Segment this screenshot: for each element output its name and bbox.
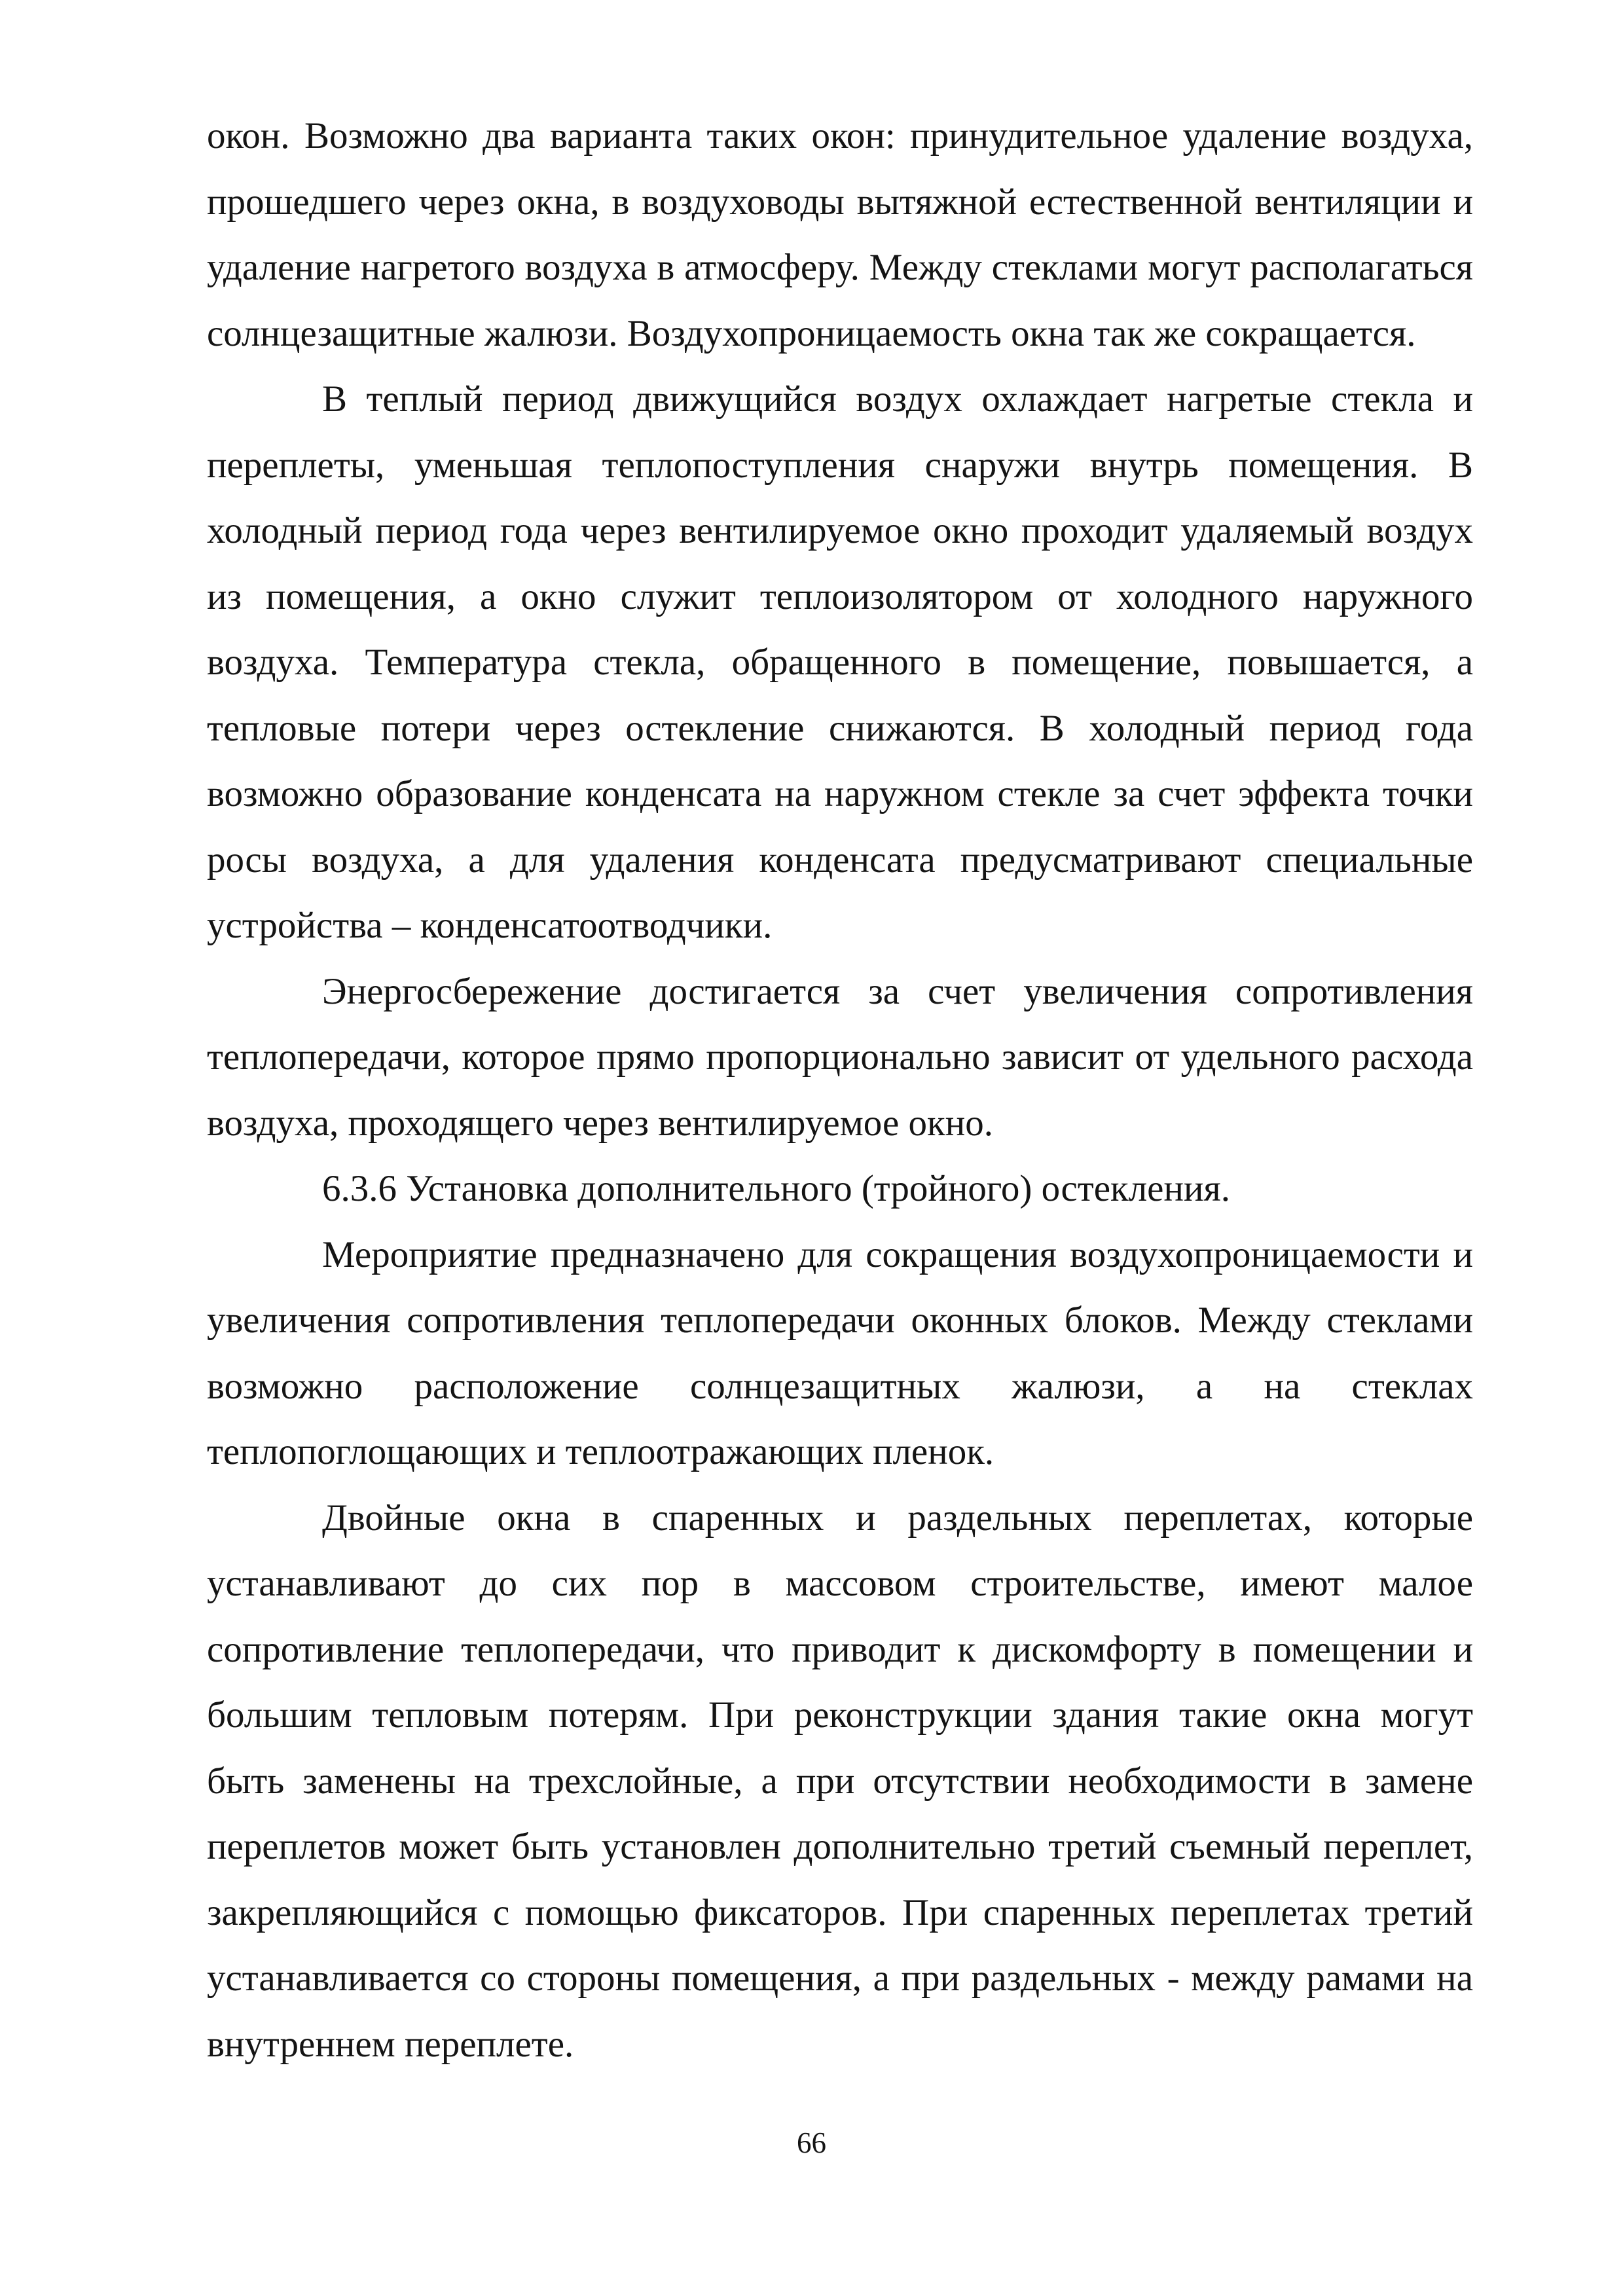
body-text (207, 103, 1473, 2077)
paragraph-warm-period: В теплый период движущийся воздух охлаждает нагретые стекла и переплеты, уменьшая теплопоступления снаружи внутрь помещения. В холодный период года через вентилируемое окно проходит удаляемый воздух из помещения, а окно служит теплоизолятором от холодного наружного воздуха. Температура стекла, обращенного в помещение, повышается, а тепловые потери через остекление снижаются. В холодный период года возможно образование конденсата на наружном стекле за счет эффекта точки росы воздуха, а для удаления конденсата предусматривают специальные устройства – конденсатоотводчики. (207, 378, 1473, 946)
paragraph-measure-purpose: Мероприятие предназначено для сокращения воздухопроницаемости и увеличения сопротивления теплопередачи оконных блоков. Между стеклами возможно расположение солнцезащитных жалюзи, а на стеклах теплопоглощающих и теплоотражающих пленок. (207, 1233, 1473, 1472)
paragraph-continuation: окон. Возможно два варианта таких окон: принудительное удаление воздуха, прошедшего через окна, в воздуховоды вытяжной естественной вентиляции и удаление нагретого воздуха в атмосферу. Между стеклами могут располагаться солнцезащитные жалюзи. Воздухопроницаемость окна так же сокращается. (207, 115, 1473, 354)
section-heading: 6.3.6 Установка дополнительного (тройного) остекления. (322, 1168, 1230, 1209)
paragraph-energy-saving: Энергосбережение достигается за счет увеличения сопротивления теплопередачи, которое прямо пропорционально зависит от удельного расхода воздуха, проходящего через вентилируемое окно. (207, 970, 1473, 1144)
paragraph-double-windows: Двойные окна в спаренных и раздельных переплетах, которые устанавливают до сих пор в массовом строительстве, имеют малое сопротивление теплопередачи, что приводит к дискомфорту в помещении и большим тепловым потерям. При реконструкции здания такие окна могут быть заменены на трехслойные, а при отсутствии необходимости в замене переплетов может быть установлен дополнительно третий съемный переплет, закрепляющийся с помощью фиксаторов. При спаренных переплетах третий устанавливается со стороны помещения, а при раздельных - между рамами на внутреннем переплете. (207, 1497, 1473, 2065)
page-number: 66 (797, 2126, 826, 2159)
